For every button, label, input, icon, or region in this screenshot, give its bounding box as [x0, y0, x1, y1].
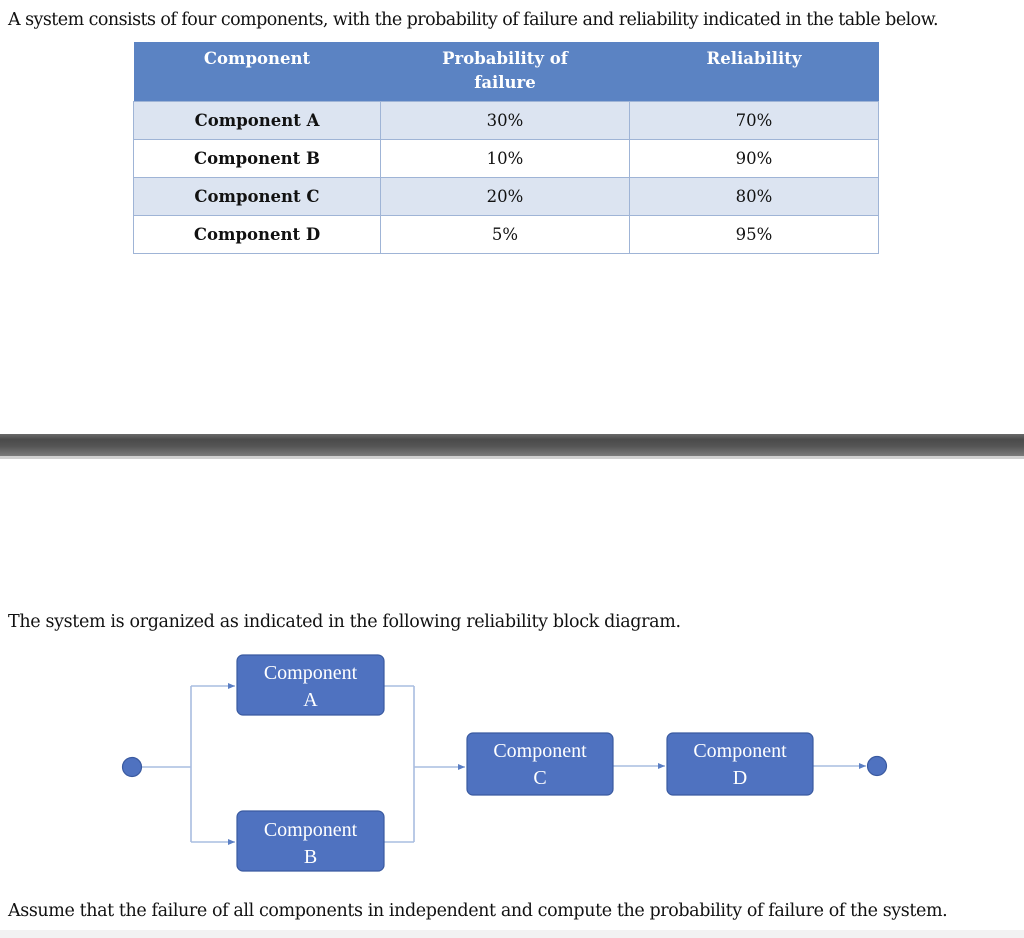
- block-b-line2: B: [303, 846, 318, 868]
- diagram-intro-text: The system is organized as indicated in the following reliability block diagram.: [8, 612, 681, 632]
- block-d-line1: Component: [693, 740, 787, 762]
- row-d-probability: 5%: [381, 216, 630, 254]
- header-probability-line2: failure: [474, 73, 536, 92]
- header-probability-line1: Probability of: [442, 49, 568, 68]
- input-node: [123, 758, 142, 777]
- block-component-b: [237, 811, 384, 871]
- block-b-line1: Component: [263, 819, 358, 841]
- block-a-line1: Component: [263, 662, 358, 684]
- block-c-line1: Component: [493, 740, 587, 762]
- intro-text: A system consists of four components, with the probability of failure and reliability indicated in the table below.: [8, 10, 939, 30]
- block-c-line2: C: [533, 767, 547, 789]
- block-component-a: [237, 655, 384, 715]
- block-component-c: [467, 733, 613, 795]
- row-c-probability: 20%: [381, 178, 630, 216]
- block-a-line2: A: [303, 689, 318, 711]
- row-c-name: Component C: [134, 178, 381, 216]
- output-node: [868, 757, 887, 776]
- row-d-name: Component D: [134, 216, 381, 254]
- row-b-name: Component B: [134, 140, 381, 178]
- row-a-reliability: 70%: [630, 102, 879, 140]
- row-a-name: Component A: [134, 102, 381, 140]
- row-b-reliability: 90%: [630, 140, 879, 178]
- row-b-probability: 10%: [381, 140, 630, 178]
- row-d-reliability: 95%: [630, 216, 879, 254]
- block-d-line2: D: [732, 767, 748, 789]
- row-c-reliability: 80%: [630, 178, 879, 216]
- row-a-probability: 30%: [381, 102, 630, 140]
- header-component: Component: [134, 42, 381, 102]
- question-text: Assume that the failure of all components in independent and compute the probability of failure of the system.: [8, 901, 948, 921]
- header-reliability: Reliability: [630, 42, 879, 102]
- block-component-d: [667, 733, 813, 795]
- bottom-strip: [0, 930, 1024, 938]
